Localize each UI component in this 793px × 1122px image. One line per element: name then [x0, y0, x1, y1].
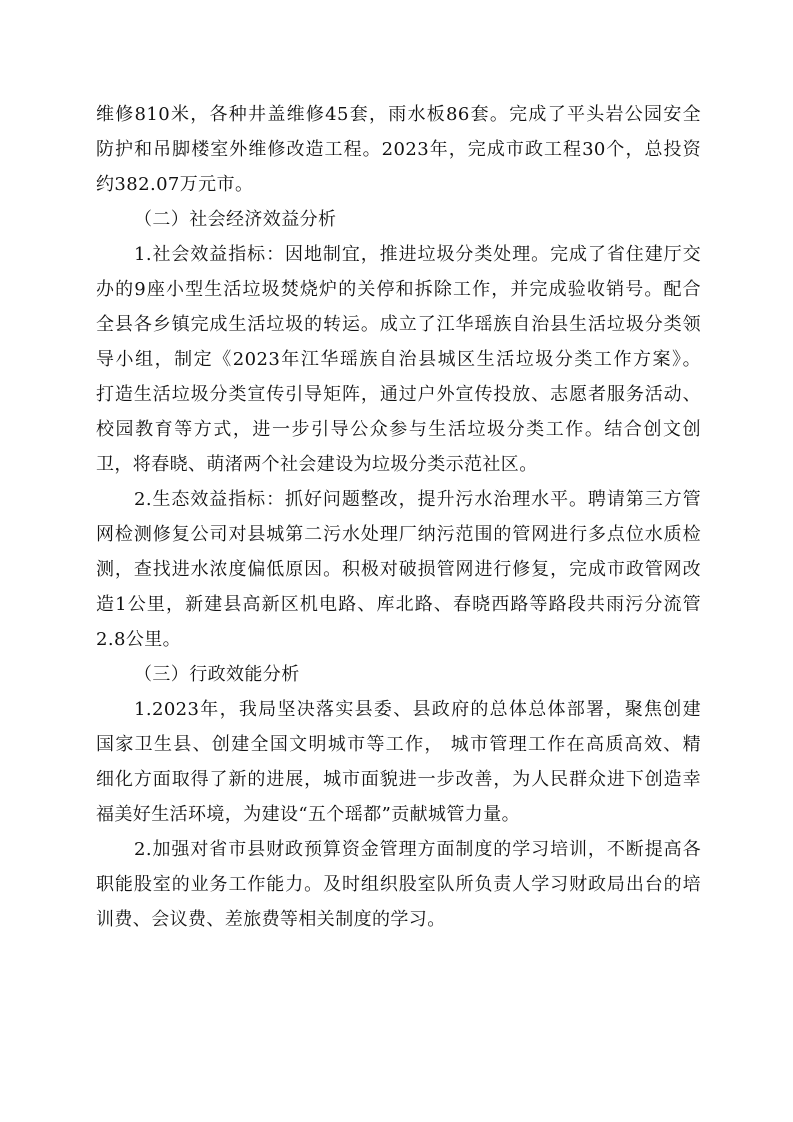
text-line: 防护和吊脚楼室外维修改造工程。2023年，完成市政工程30个，总投资 — [96, 139, 701, 160]
text-line: 维修810米，各种井盖维修45套，雨水板86套。完成了平头岩公园安全 — [96, 104, 701, 125]
text-line: 校园教育等方式，进一步引导公众参与生活垃圾分类工作。结合创文创 — [96, 419, 701, 440]
text-line: 训费、会议费、差旅费等相关制度的学习。 — [96, 909, 446, 930]
paragraph-first-line: 2.生态效益指标：抓好问题整改，提升污水治理水平。聘请第三方管 — [134, 489, 701, 510]
paragraph-first-line: 2.加强对省市县财政预算资金管理方面制度的学习培训，不断提高各 — [134, 839, 701, 860]
text-line: 约382.07万元市。 — [96, 174, 254, 195]
text-line: 2.8公里。 — [96, 629, 182, 650]
paragraph-first-line: 1.社会效益指标：因地制宜，推进垃圾分类处理。完成了省住建厅交 — [134, 244, 701, 265]
text-line: 全县各乡镇完成生活垃圾的转运。成立了江华瑶族自治县生活垃圾分类领 — [96, 314, 701, 335]
text-line: 细化方面取得了新的进展，城市面貌进一步改善，为人民群众进下创造幸 — [96, 769, 701, 790]
text-line: 造1公里，新建县高新区机电路、库北路、春晓西路等路段共雨污分流管 — [96, 594, 701, 615]
document-body — [96, 97, 701, 937]
text-line: 打造生活垃圾分类宣传引导矩阵，通过户外宣传投放、志愿者服务活动、 — [96, 384, 701, 405]
paragraph-first-line: 1.2023年，我局坚决落实县委、县政府的总体总体部署，聚焦创建 — [134, 699, 701, 720]
text-line: 卫，将春晓、萌渚两个社会建设为垃圾分类示范社区。 — [96, 454, 538, 475]
text-line: 国家卫生县、创建全国文明城市等工作， 城市管理工作在高质高效、精 — [96, 734, 701, 755]
text-line: 职能股室的业务工作能力。及时组织股室队所负责人学习财政局出台的培 — [96, 874, 701, 895]
section-heading: （三）行政效能分析 — [134, 664, 300, 685]
text-line: 导小组，制定《2023年江华瑶族自治县城区生活垃圾分类工作方案》。 — [96, 349, 701, 370]
text-line: 办的9座小型生活垃圾焚烧炉的关停和拆除工作，并完成验收销号。配合 — [96, 279, 701, 300]
text-line: 网检测修复公司对县城第二污水处理厂纳污范围的管网进行多点位水质检 — [96, 524, 701, 545]
text-line: 测，查找进水浓度偏低原因。积极对破损管网进行修复，完成市政管网改 — [96, 559, 701, 580]
section-heading: （二）社会经济效益分析 — [134, 209, 337, 230]
text-line: 福美好生活环境，为建设“五个瑶都”贡献城管力量。 — [96, 804, 521, 825]
